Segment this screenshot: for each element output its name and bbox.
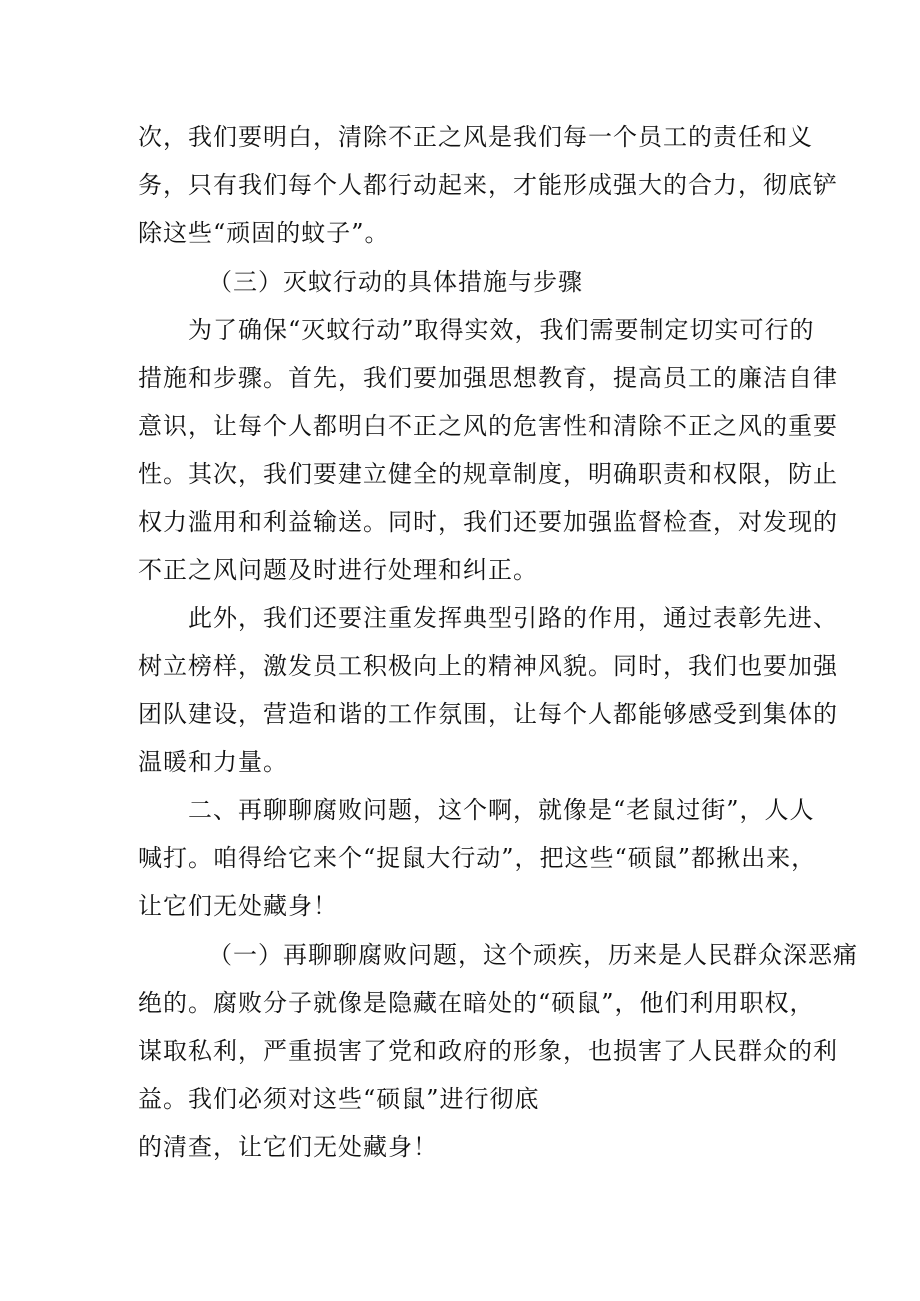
text-line: 树立榜样，激发员工积极向上的精神风貌。同时，我们也要加强 [138,652,838,680]
section-heading: （一）再聊聊腐败问题，这个顽疾，历来是人民群众深恶痛 [208,941,858,969]
text-line: 性。其次，我们要建立健全的规章制度，明确职责和权限，防止 [138,460,838,488]
text-line: 权力滥用和利益输送。同时，我们还要加强监督检查，对发现的 [138,508,838,536]
text-line: 措施和步骤。首先，我们要加强思想教育，提高员工的廉洁自律 [138,364,838,392]
text-line: 让它们无处藏身！ [138,892,338,920]
text-line: 谋取私利，严重损害了党和政府的形象，也损害了人民群众的利 [138,1037,838,1065]
text-line: 次，我们要明白，清除不正之风是我们每一个员工的责任和义 [138,123,813,151]
text-line: 喊打。咱得给它来个“捉鼠大行动”，把这些“硕鼠”都揪出来， [138,844,817,872]
section-heading: （三）灭蚊行动的具体措施与步骤 [208,268,583,296]
text-line: 务，只有我们每个人都行动起来，才能形成强大的合力，彻底铲 [138,171,838,199]
text-line: 温暖和力量。 [138,748,288,776]
text-line: 团队建设，营造和谐的工作氛围，让每个人都能够感受到集体的 [138,700,838,728]
text-line: 除这些“顽固的蚊子”。 [138,219,390,247]
text-line: 绝的。腐败分子就像是隐藏在暗处的“硕鼠”，他们利用职权， [138,989,815,1017]
text-line: 意识，让每个人都明白不正之风的危害性和清除不正之风的重要 [138,412,838,440]
text-line: 此外，我们还要注重发挥典型引路的作用，通过表彰先进、 [188,604,838,632]
text-line: 益。我们必须对这些“硕鼠”进行彻底 [138,1085,540,1113]
section-heading: 二、再聊聊腐败问题，这个啊，就像是“老鼠过街”，人人 [188,796,815,824]
text-line: 为了确保“灭蚊行动”取得实效，我们需要制定切实可行的 [188,316,815,344]
text-line: 不正之风问题及时进行处理和纠正。 [138,556,538,584]
text-line: 的清查，让它们无处藏身！ [138,1133,438,1161]
